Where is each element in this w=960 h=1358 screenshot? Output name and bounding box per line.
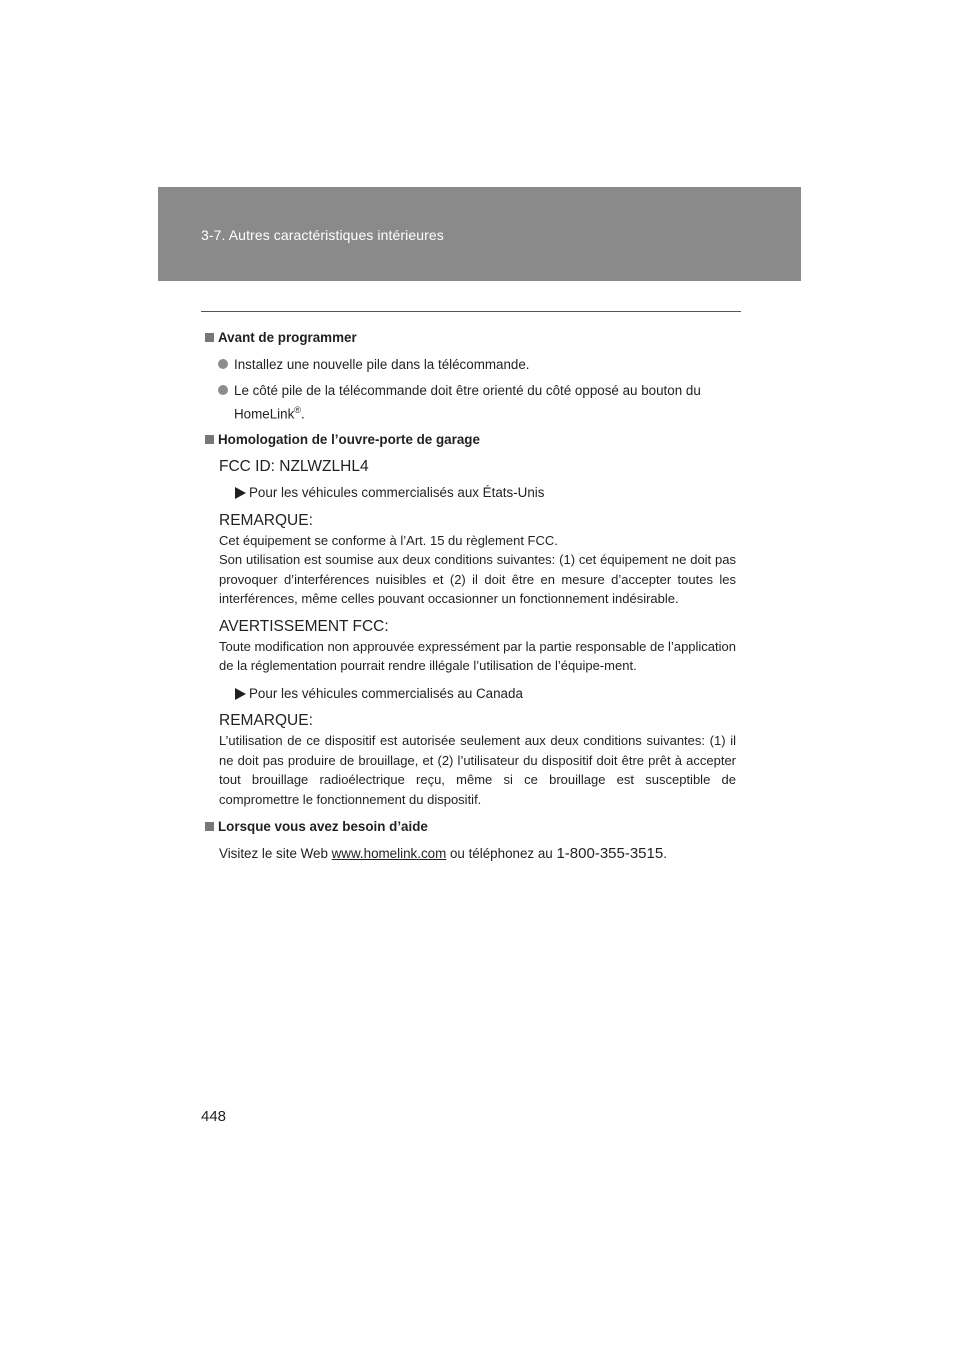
page-number: 448: [201, 1108, 227, 1125]
arrow-right-icon: [235, 487, 246, 499]
homologation-body: [205, 457, 736, 810]
chapter-header-band: [158, 187, 801, 281]
section-heading-homologation: Homologation de l’ouvre-porte de garage: [205, 430, 736, 450]
square-bullet-icon: [205, 822, 214, 831]
section-heading-before-programming: Avant de programmer: [205, 328, 736, 348]
bullet-item: Le côté pile de la télécommande doit être orienté du côté opposé au bouton du HomeLink®.: [205, 381, 736, 423]
square-bullet-icon: [205, 333, 214, 342]
remarque-label: REMARQUE:: [219, 712, 313, 730]
square-bullet-icon: [205, 435, 214, 444]
remarque-label: REMARQUE:: [219, 511, 313, 529]
arrow-right-icon: [235, 688, 246, 700]
subheading-us: Pour les véhicules commercialisés aux États-Unis: [219, 483, 736, 503]
us-note-2: Son utilisation est soumise aux deux conditions suivantes: (1) cet équipement ne doit pas provoquer d’interférences nuisibles et (2) il doit être en mesure d’accepter toutes les interférences, même celles pouvant occasionner un fonctionnement indésirable.: [219, 552, 736, 607]
canada-note: L’utilisation de ce dispositif est autorisée seulement aux deux conditions suivantes: (1) il ne doit pas produire de brouillage, et (2) l’utilisateur du dispositif doit être prêt à accepter tout brouillage radioélectrique reçu, même si ce brouillage est susceptible de compromettre le fonctionnement du dispositif.: [219, 733, 736, 807]
help-text: Visitez le site Web www.homelink.com ou téléphonez au 1-800-355-3515.: [219, 844, 667, 862]
section-divider: [201, 311, 741, 312]
fcc-id: FCC ID: NZLWZLHL4: [219, 457, 369, 475]
round-bullet-icon: [218, 385, 228, 395]
round-bullet-icon: [218, 359, 228, 369]
subheading-canada: Pour les véhicules commercialisés au Canada: [219, 684, 736, 704]
homelink-website-link[interactable]: www.homelink.com: [331, 845, 447, 861]
warning-label: AVERTISSEMENT FCC:: [219, 617, 389, 635]
us-note-1: Cet équipement se conforme à l’Art. 15 du règlement FCC.: [219, 532, 558, 548]
registered-mark: ®: [294, 404, 301, 415]
bullet-item: Installez une nouvelle pile dans la télécommande.: [205, 355, 736, 375]
phone-number: 1-800-355-3515: [556, 844, 664, 862]
page-content: [205, 328, 736, 863]
section-heading-help: Lorsque vous avez besoin d’aide: [205, 817, 736, 837]
chapter-title: 3-7. Autres caractéristiques intérieures: [201, 227, 444, 243]
warning-text: Toute modification non approuvée expressément par la partie responsable de l’application de la réglementation pourrait rendre illégale l’utilisation de l’équipe-ment.: [219, 638, 736, 674]
